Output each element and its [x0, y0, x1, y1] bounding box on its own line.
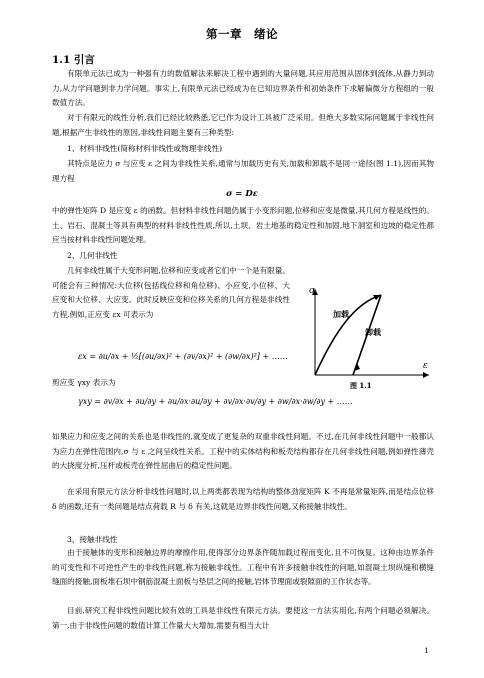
loading-label: 加载	[333, 310, 349, 319]
page-number: 1	[424, 646, 429, 655]
unloading-arrow	[354, 363, 360, 371]
paragraph-5: 几何非线性属于大变形问题,位移和应变或者它们中一个是有限量。可能会有三种情况:大位移(包括线位移和角位移)、小应变,小位移、大应变和大位移、大应变。此时反映应变和位移关系的几何方程是非线性方程,例如,正应变 εx 可表示为	[52, 266, 290, 319]
equation-constitutive: σ = Dε	[226, 189, 258, 199]
section-heading: 1.1 引言	[52, 54, 95, 66]
paragraph-10: 目前,研究工程非线性问题比较有效的工具是非线性有限元方法。要使这一方法实用化,有两个问题必须解决。第一,由于非线性问题的数值计算工作量大大增加,需要有相当大计	[52, 606, 434, 630]
paragraph-6: 剪应变 γxy 表示为	[52, 378, 116, 387]
stress-strain-diagram	[307, 283, 435, 383]
paragraph-1: 有限单元法已成为一种强有力的数值解法来解决工程中遇到的大量问题,其应用范围从固体到流体,从静力到动力,从力学问题到非力学问题。事实上,有限单元法已经成为在已知边界条件和初始条件下求解偏微分方程组的一般数值方法。	[52, 69, 434, 108]
equation-shear-strain: γxy = ∂v/∂x + ∂u/∂y + ∂u/∂x·∂u/∂y + ∂v/∂x·∂v/∂y + ∂w/∂x·∂w/∂y + ……	[78, 397, 353, 406]
figure-caption: 图 1.1	[350, 381, 372, 390]
paragraph-3: 其特点是应力 σ 与应变 ε 之间为非线性关系,通常与加载历史有关,加载和卸载不是同一途径(图 1.1),因而其物理方程	[52, 159, 434, 183]
unloading-label: 卸载	[365, 328, 381, 337]
epsilon-axis-arrow	[423, 372, 429, 378]
heading-geometric-nonlinearity: 2、几何非线性	[67, 251, 118, 260]
chapter-title: 第一章 绪论	[206, 27, 278, 41]
heading-contact-nonlinearity: 3、接触非线性	[67, 535, 118, 544]
paragraph-7: 如果应力和应变之间的关系也是非线性的,就变成了更复杂的双重非线性问题。不过,在几何非线性问题中一般都认为应力在弹性范围内,σ 与 ε 之间呈线性关系。工程中的实体结构和板壳结构都存在几何非线性问题,例如弹性薄壳的大挠度分析,压杆或板壳在弹性屈曲后的稳定性问题。	[52, 432, 434, 471]
epsilon-label: ε	[423, 361, 428, 371]
paragraph-2: 对于有限元的线性分析,我们已经比较熟悉,它已作为设计工具被广泛采用。但绝大多数实际问题属于非线性问题,根据产生非线性的原因,非线性问题主要有三种类型:	[52, 113, 434, 137]
equation-normal-strain: εx = ∂u/∂x + ½[(∂u/∂x)² + (∂v/∂x)² + (∂w/∂x)²] + ……	[78, 352, 288, 361]
paragraph-8: 在采用有限元方法分析非线性问题时,以上两类都表现为结构的整体劲度矩阵 K 不再是常量矩阵,而是结点位移 δ 的函数,还有一类问题是结点荷载 R 与 δ 有关,这就是边界非线性问题,又称接触非线性。	[52, 487, 434, 511]
sigma-label: σ	[309, 286, 316, 296]
figure-stress-strain	[307, 283, 435, 383]
paragraph-4: 中的弹性矩阵 D 是应变 ε 的函数。但材料非线性问题仍属于小变形问题,位移和应变是微量,其几何方程是线性的。土、岩石、混凝土等具有典型的材料非线性性质,所以,土坝、岩土地基的稳定性和加固,地下洞室和边坡的稳定性都应当按材料非线性问题处理。	[52, 206, 434, 245]
paragraph-9: 由于接触体的变形和接触边界的摩擦作用,使得部分边界条件随加载过程而变化,且不可恢复。这种由边界条件的可变性和不可逆性产生的非线性问题,称为接触非线性。工程中有许多接触非线性的问题,如混凝土坝纵缝和横缝缝面的接触,面板堆石坝中钢筋混凝土面板与垫层之间的接触,岩体节理面或裂隙面的工作状态等。	[52, 548, 434, 587]
heading-material-nonlinearity: 1、材料非线性(简称材料非线性或物理非线性)	[67, 144, 223, 153]
